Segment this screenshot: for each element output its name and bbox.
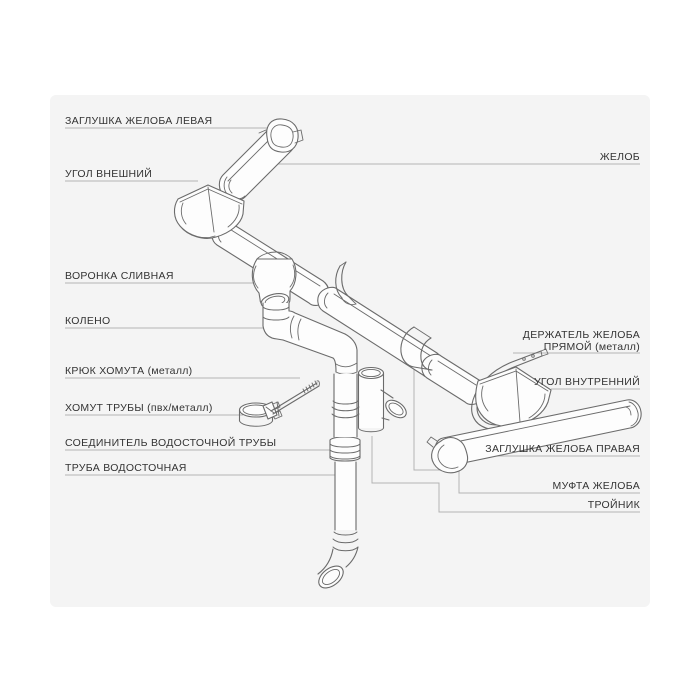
label-pipe-clamp: ХОМУТ ТРУБЫ (пвх/металл) [65, 402, 213, 414]
label-drain-funnel: ВОРОНКА СЛИВНАЯ [65, 270, 174, 282]
downpipe-connector-drawing [330, 437, 360, 461]
label-clamp-hook: КРЮК ХОМУТА (металл) [65, 365, 193, 377]
label-left-gutter-cap: ЗАГЛУШКА ЖЕЛОБА ЛЕВАЯ [65, 115, 213, 127]
label-gutter-coupling: МУФТА ЖЕЛОБА [552, 480, 640, 492]
label-gutter-bracket-line2: ПРЯМОЙ (металл) [543, 341, 640, 353]
label-downpipe-connector: СОЕДИНИТЕЛЬ ВОДОСТОЧНОЙ ТРУБЫ [65, 437, 277, 449]
label-tee: ТРОЙНИК [587, 499, 640, 511]
label-outer-corner: УГОЛ ВНЕШНИЙ [65, 168, 153, 180]
label-downpipe: ТРУБА ВОДОСТОЧНАЯ [65, 462, 187, 474]
label-right-gutter-cap: ЗАГЛУШКА ЖЕЛОБА ПРАВАЯ [485, 443, 640, 455]
label-gutter-bracket-line1: ДЕРЖАТЕЛЬ ЖЕЛОБА [522, 329, 640, 341]
label-elbow: КОЛЕНО [65, 315, 111, 327]
label-gutter: ЖЕЛОБ [599, 151, 640, 163]
label-inner-corner: УГОЛ ВНУТРЕННИЙ [533, 376, 640, 388]
